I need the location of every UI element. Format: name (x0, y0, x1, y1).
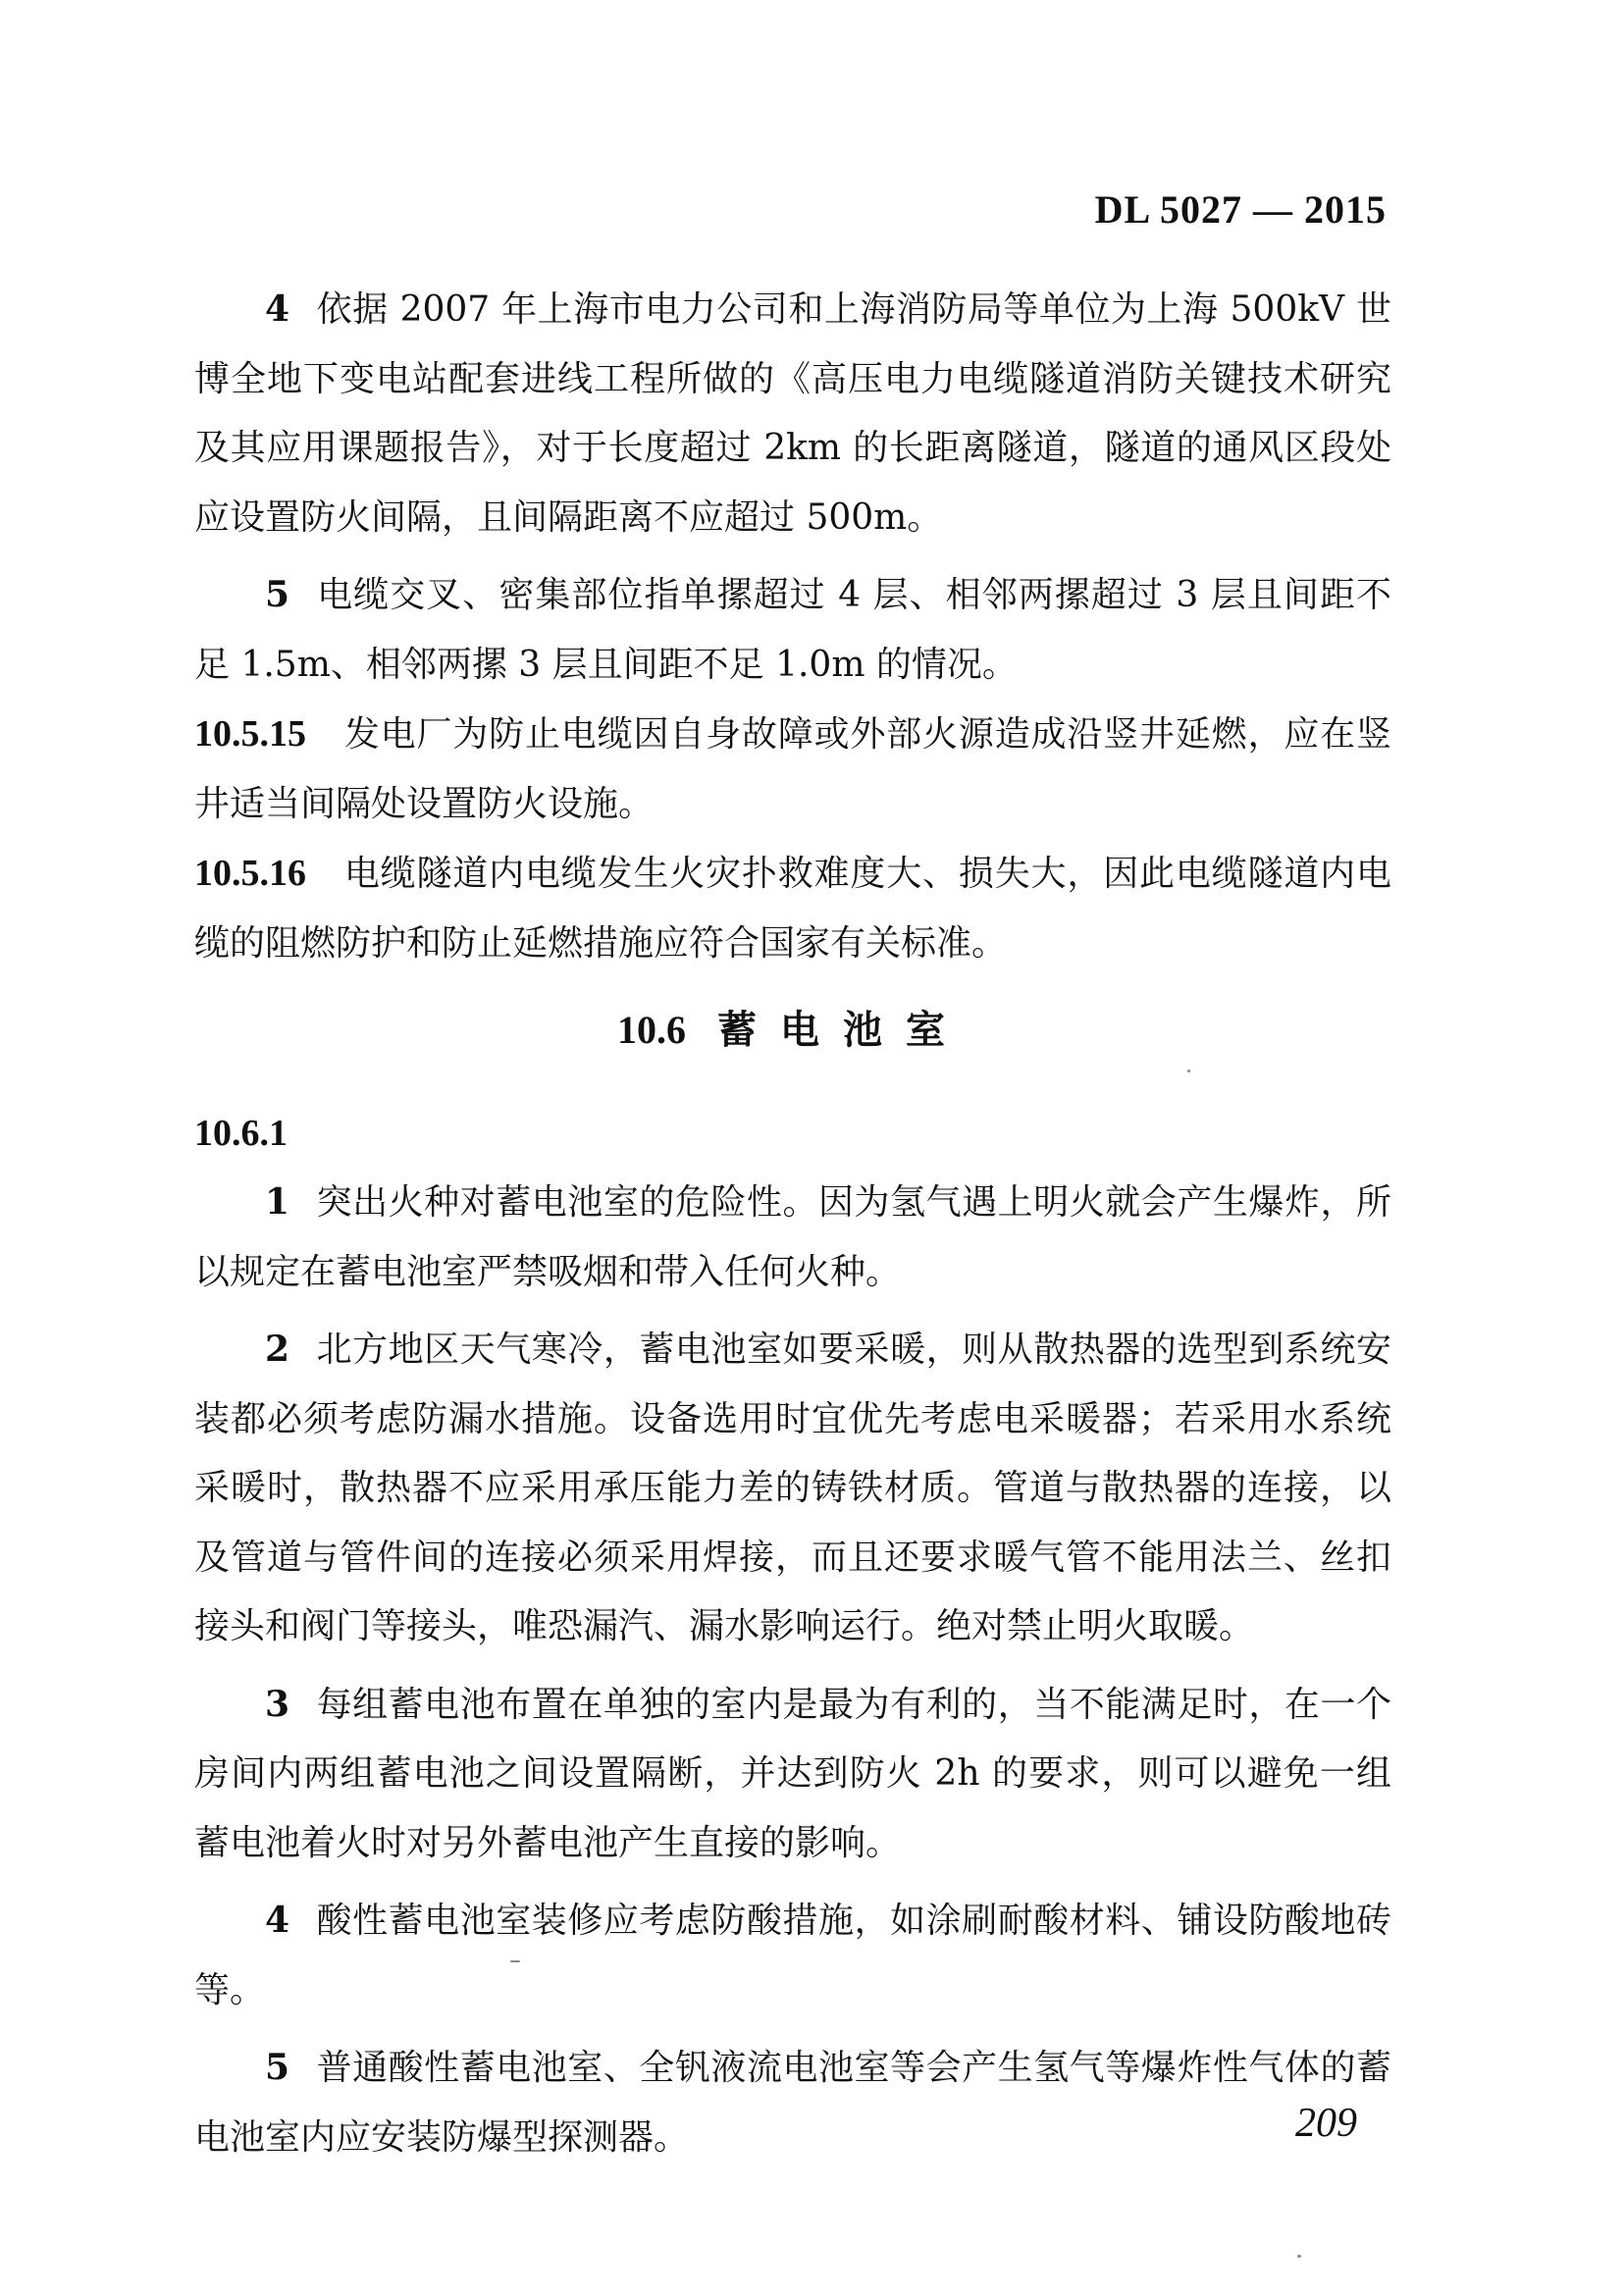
item-text: 北方地区天气寒冷，蓄电池室如要采暖，则从散热器的选型到系统安装都必须考虑防漏水措施。设备选用时宜优先考虑电采暖器；若采用水系统采暖时，散热器不应采用承压能力差的铸铁材质。管道与散热器的连接，以及管道与管件间的连接必须采用焊接，而且还要求暖气管不能用法兰、丝扣接头和阀门等接头，唯恐漏汽、漏水影响运行。绝对禁止明火取暖。 (194, 1330, 1391, 1646)
list-item (194, 2033, 1391, 2172)
list-item (194, 1886, 1391, 2025)
list-item (194, 275, 1391, 552)
main-content (194, 275, 1391, 2172)
list-item (194, 1168, 1391, 1307)
clause-10-6-1-heading: 10.6.1 (194, 1112, 288, 1154)
item-text: 依据 2007 年上海市电力公司和上海消防局等单位为上海 500kV 世博全地下变电站配套进线工程所做的《高压电力电缆隧道消防关键技术研究及其应用课题报告》，对于长度超过 2km 的长距离隧道，隧道的通风区段处应设置防火间隔，且间隔距离不应超过 500m。 (194, 289, 1391, 538)
item-number: 4 (265, 1900, 290, 1941)
clause-number: 10.5.15 (194, 713, 306, 755)
list-item (194, 560, 1391, 700)
list-item (194, 1670, 1391, 1879)
item-text: 电缆交叉、密集部位指单摞超过 4 层、相邻两摞超过 3 层且间距不足 1.5m、相邻两摞 3 层且间距不足 1.0m 的情况。 (194, 575, 1391, 685)
clause-text: 电缆隧道内电缆发生火灾扑救难度大、损失大，因此电缆隧道内电缆的阻燃防护和防止延燃措施应符合国家有关标准。 (194, 854, 1391, 964)
list-item (194, 1315, 1391, 1662)
page-number: 209 (1295, 2101, 1357, 2146)
clause-10-5-15 (194, 700, 1391, 839)
page-header-code: DL 5027 — 2015 (1094, 187, 1387, 232)
item-text: 突出火种对蓄电池室的危险性。因为氢气遇上明火就会产生爆炸，所以规定在蓄电池室严禁吸烟和带入任何火种。 (194, 1182, 1391, 1292)
clause-10-5-16 (194, 839, 1391, 978)
item-text: 每组蓄电池布置在单独的室内是最为有利的，当不能满足时，在一个房间内两组蓄电池之间设置隔断，并达到防火 2h 的要求，则可以避免一组蓄电池着火时对另外蓄电池产生直接的影响。 (194, 1684, 1391, 1863)
section-name: 蓄电池室 (717, 1007, 969, 1053)
clause-number: 10.5.16 (194, 853, 306, 894)
clause-text: 发电厂为防止电缆因自身故障或外部火源造成沿竖井延燃，应在竖井适当间隔处设置防火设施。 (194, 714, 1391, 824)
item-number: 1 (265, 1181, 290, 1223)
scan-speck (510, 1960, 520, 1962)
item-number: 4 (265, 288, 290, 330)
scan-speck (1187, 1069, 1190, 1072)
item-number: 5 (265, 574, 290, 615)
scan-speck (1297, 2255, 1301, 2258)
item-number: 5 (265, 2047, 290, 2088)
item-text: 普通酸性蓄电池室、全钒液流电池室等会产生氢气等爆炸性气体的蓄电池室内应安装防爆型探测器。 (194, 2048, 1391, 2158)
item-number: 3 (265, 1683, 290, 1725)
section-number: 10.6 (617, 1008, 686, 1052)
section-title (194, 996, 1391, 1066)
item-number: 2 (265, 1329, 290, 1370)
item-text: 酸性蓄电池室装修应考虑防酸措施，如涂刷耐酸材料、铺设防酸地砖等。 (194, 1901, 1391, 2010)
